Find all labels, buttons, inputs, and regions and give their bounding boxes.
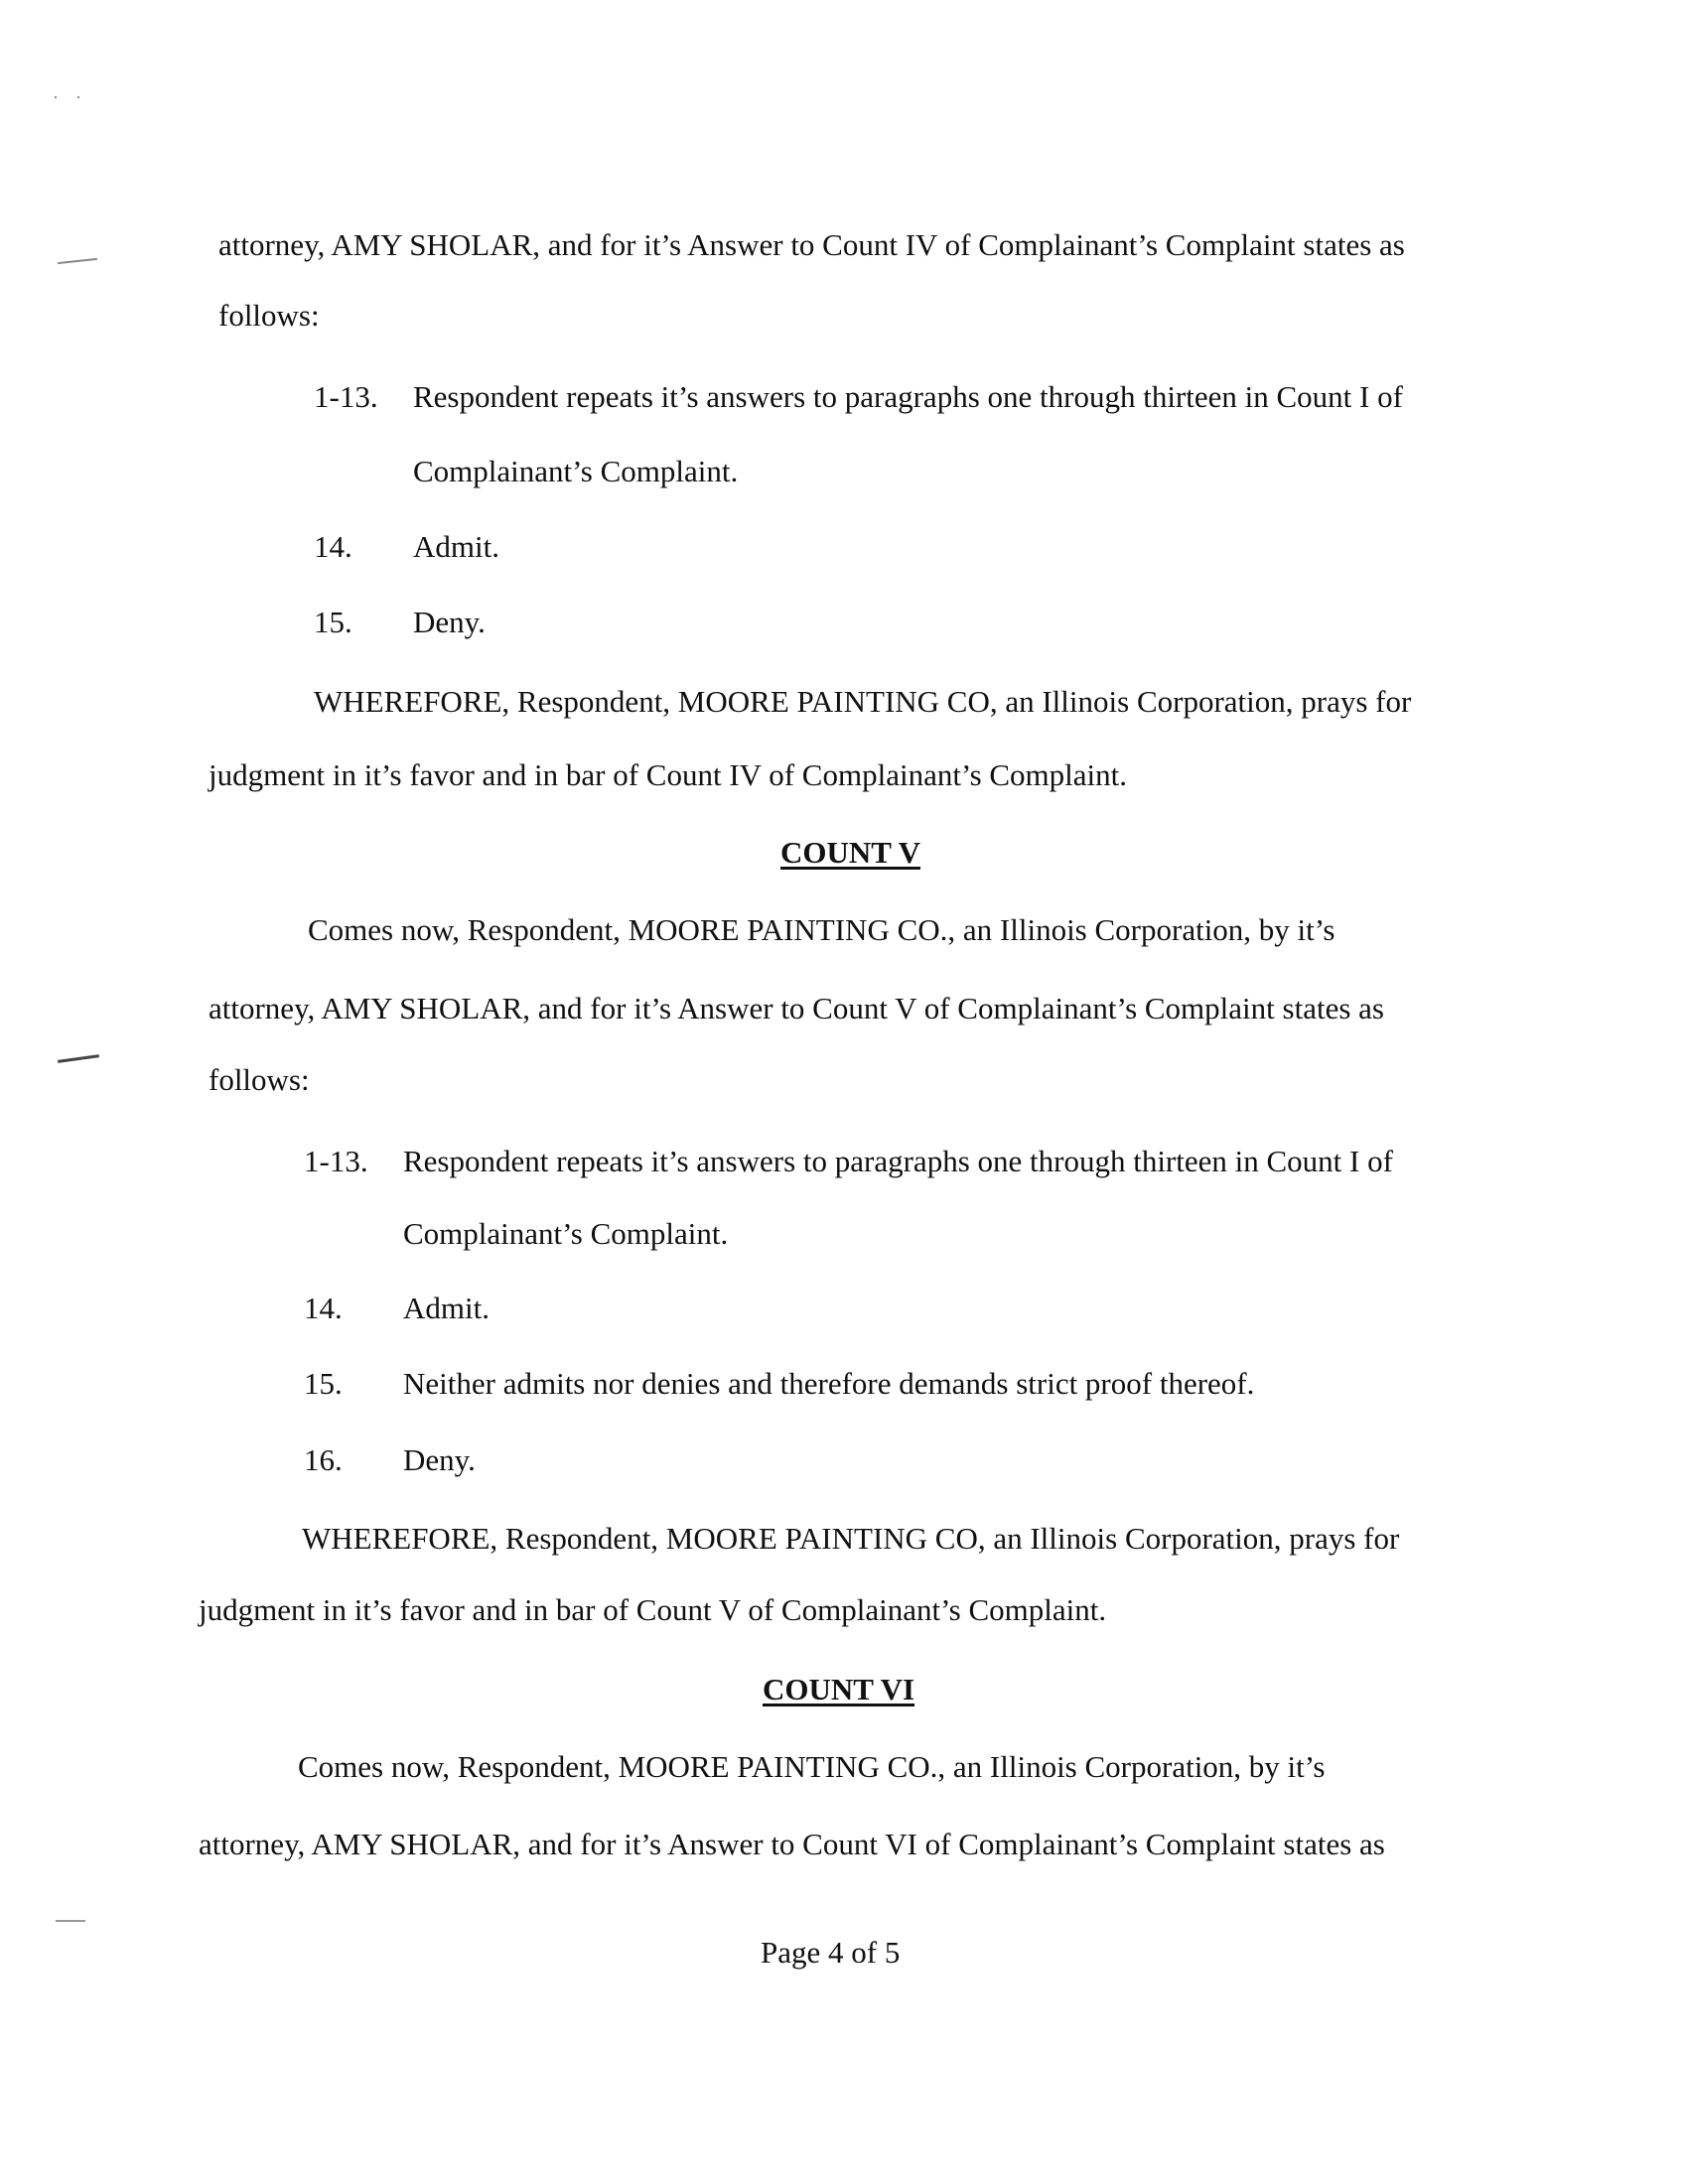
- count4-item-text: Deny.: [413, 605, 486, 639]
- count4-intro-line1: attorney, AMY SHOLAR, and for it’s Answer to Count IV of Complainant’s Complaint states as: [218, 227, 1405, 262]
- count4-item-num: 14.: [314, 529, 352, 564]
- count5-heading: COUNT V: [780, 835, 920, 870]
- count5-wherefore-line2: judgment in it’s favor and in bar of Count V of Complainant’s Complaint.: [199, 1592, 1107, 1627]
- count4-wherefore-line1: WHEREFORE, Respondent, MOORE PAINTING CO, an Illinois Corporation, prays for: [314, 684, 1412, 719]
- count5-wherefore-line1: WHEREFORE, Respondent, MOORE PAINTING CO, an Illinois Corporation, prays for: [302, 1521, 1400, 1556]
- scan-speck: [77, 96, 79, 98]
- count6-heading: COUNT VI: [763, 1672, 915, 1706]
- count4-item-num: 15.: [314, 605, 352, 639]
- scan-mark: [56, 1920, 85, 1922]
- scan-mark: [58, 258, 97, 264]
- count6-intro-line2: attorney, AMY SHOLAR, and for it’s Answer to Count VI of Complainant’s Complaint states as: [199, 1827, 1385, 1861]
- count6-intro-line1: Comes now, Respondent, MOORE PAINTING CO., an Illinois Corporation, by it’s: [298, 1749, 1326, 1784]
- count5-item-num: 14.: [304, 1291, 343, 1325]
- count4-item-text: Respondent repeats it’s answers to paragraphs one through thirteen in Count I of: [413, 379, 1403, 414]
- count5-item-num: 16.: [304, 1442, 343, 1477]
- count5-intro-line3: follows:: [209, 1062, 310, 1097]
- count5-item-num: 15.: [304, 1366, 343, 1401]
- scan-speck: [55, 96, 57, 98]
- scan-mark: [58, 1054, 99, 1063]
- count5-intro-line2: attorney, AMY SHOLAR, and for it’s Answer to Count V of Complainant’s Complaint states as: [209, 991, 1384, 1025]
- count5-item-num: 1-13.: [304, 1144, 368, 1178]
- count4-item-cont: Complainant’s Complaint.: [413, 454, 739, 488]
- count4-intro-line2: follows:: [218, 298, 320, 333]
- count4-item-num: 1-13.: [314, 379, 378, 414]
- count5-item-text: Neither admits nor denies and therefore demands strict proof thereof.: [403, 1366, 1255, 1401]
- count5-item-text: Respondent repeats it’s answers to paragraphs one through thirteen in Count I of: [403, 1144, 1393, 1178]
- count5-item-text: Deny.: [403, 1442, 476, 1477]
- page-number: Page 4 of 5: [761, 1935, 901, 1970]
- count4-item-text: Admit.: [413, 529, 499, 564]
- count5-item-cont: Complainant’s Complaint.: [403, 1216, 729, 1251]
- count5-intro-line1: Comes now, Respondent, MOORE PAINTING CO., an Illinois Corporation, by it’s: [308, 912, 1335, 947]
- count5-item-text: Admit.: [403, 1291, 490, 1325]
- count4-wherefore-line2: judgment in it’s favor and in bar of Count IV of Complainant’s Complaint.: [209, 757, 1128, 792]
